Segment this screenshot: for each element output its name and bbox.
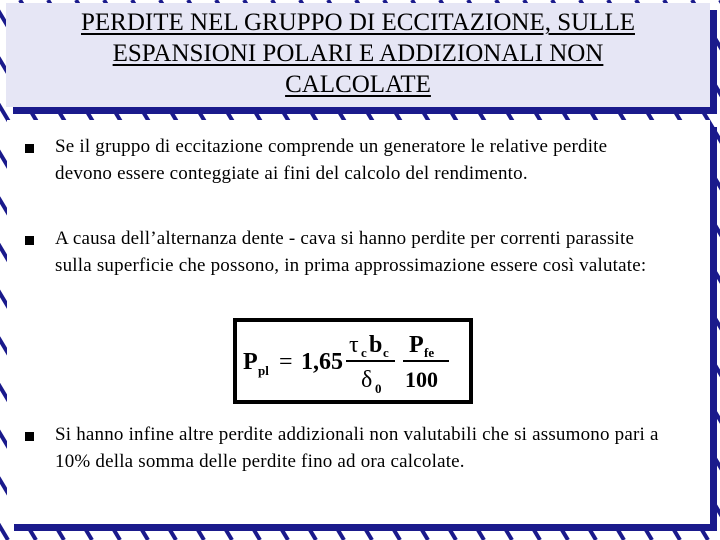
formula-tau-symbol: τ bbox=[349, 332, 359, 358]
formula-delta-subscript: 0 bbox=[375, 381, 382, 396]
bullet-text: Si hanno infine altre perdite addizionali non valutabili che si assumono pari a 10% della somma delle perdite fino ad ora calcolate. bbox=[55, 424, 659, 472]
title-line-3: CALCOLATE bbox=[285, 71, 431, 98]
formula-coefficient: 1,65 bbox=[301, 349, 343, 375]
bullet-item bbox=[25, 133, 665, 187]
formula-box bbox=[233, 318, 473, 404]
formula-100: 100 bbox=[405, 367, 438, 392]
bullet-text: A causa dell’alternanza dente - cava si hanno perdite per correnti parassite sulla superficie che possono, in prima approssimazione essere così valutate: bbox=[55, 228, 647, 276]
square-bullet-icon bbox=[25, 432, 34, 441]
title-line-1: PERDITE NEL GRUPPO DI ECCITAZIONE, SULLE bbox=[81, 9, 635, 36]
formula-pfe-symbol: P bbox=[409, 332, 424, 358]
bullet-text: Se il gruppo di eccitazione comprende un generatore le relative perdite devono essere conteggiate ai fini del calcolo del rendimento. bbox=[55, 136, 608, 184]
formula-b-symbol: b bbox=[369, 332, 383, 358]
formula-lhs-symbol: P bbox=[243, 349, 258, 375]
square-bullet-icon bbox=[25, 144, 34, 153]
formula-b-subscript: c bbox=[383, 345, 389, 360]
formula bbox=[237, 322, 469, 400]
formula-lhs-subscript: pl bbox=[258, 363, 269, 378]
formula-tau-subscript: c bbox=[361, 345, 367, 360]
square-bullet-icon bbox=[25, 236, 34, 245]
content-box bbox=[7, 120, 710, 524]
bullet-item bbox=[25, 225, 665, 279]
bullet-item bbox=[25, 421, 665, 475]
formula-equals: = bbox=[279, 349, 293, 375]
title-line-2: ESPANSIONI POLARI E ADDIZIONALI NON bbox=[112, 40, 604, 67]
formula-pfe-subscript: fe bbox=[424, 345, 435, 360]
title-box bbox=[6, 3, 710, 107]
formula-delta-symbol: δ bbox=[361, 367, 373, 393]
